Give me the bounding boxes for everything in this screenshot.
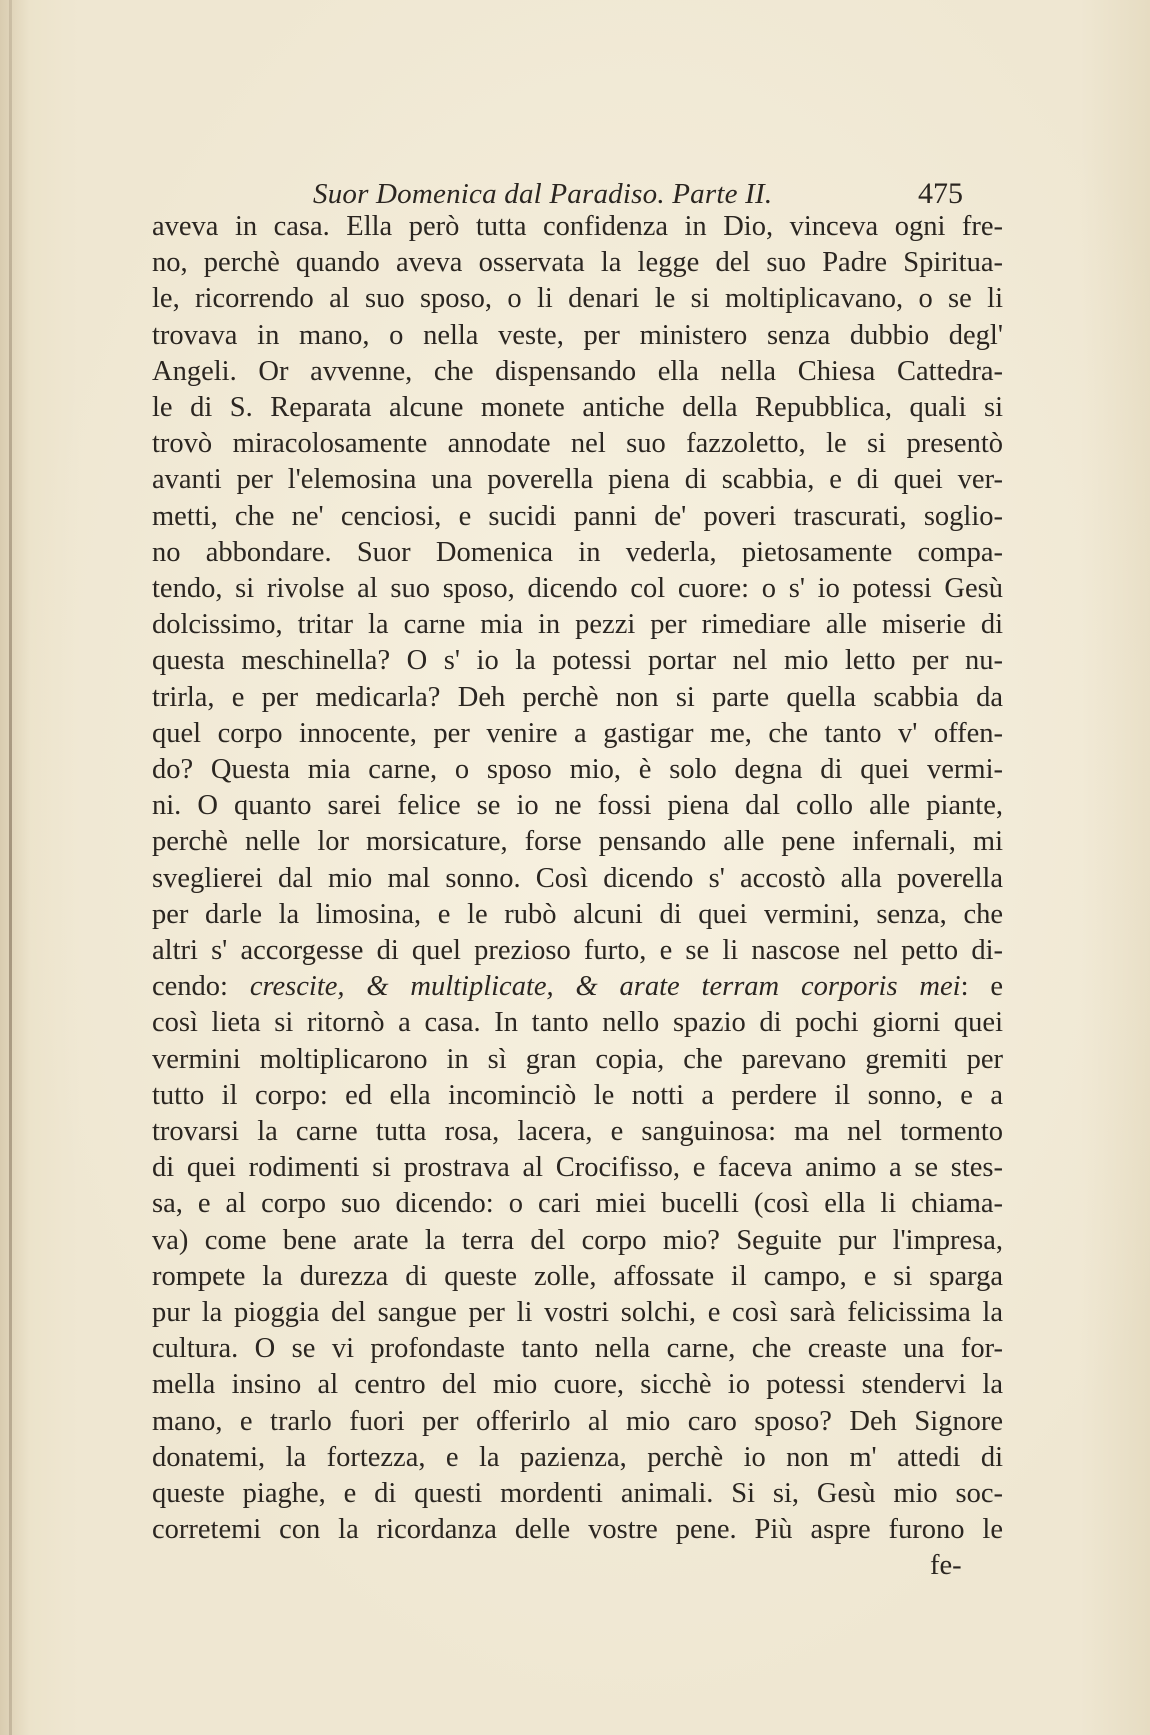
text-line: perchè nelle lor morsicature, forse pensando alle pene infernali, mi [152, 826, 1003, 858]
text-line: ni. O quanto sarei felice se io ne fossi piena dal collo alle piante, [152, 790, 1003, 822]
text-line: sa, e al corpo suo dicendo: o cari miei bucelli (così ella li chiama- [152, 1188, 1003, 1220]
text-line: pur la pioggia del sangue per li vostri solchi, e così sarà felicissima la [152, 1297, 1003, 1328]
text-line: quel corpo innocente, per venire a gastigar me, che tanto v' offen- [152, 717, 1003, 749]
text-line [152, 969, 1003, 1005]
text-line: no, perchè quando aveva osservata la legge del suo Padre Spiritua- [152, 247, 1003, 279]
text-segment: cendo: [152, 971, 250, 1003]
text-line: mella insino al centro del mio cuore, sicchè io potessi stendervi la [152, 1369, 1003, 1401]
text-line: do? Questa mia carne, o sposo mio, è solo degna di quei vermi- [152, 754, 1003, 785]
page-edge-shadow [9, 0, 12, 1735]
text-line: rompete la durezza di queste zolle, affossate il campo, e si sparga [152, 1260, 1003, 1292]
text-line: mano, e trarlo fuori per offerirlo al mio caro sposo? Deh Signore [152, 1405, 1003, 1437]
running-title: Suor Domenica dal Paradiso. Parte II. [313, 178, 773, 210]
text-line: così lieta si ritornò a casa. In tanto nello spazio di pochi giorni quei [152, 1007, 1003, 1039]
text-line: dolcissimo, tritar la carne mia in pezzi per rimediare alle miserie di [152, 609, 1003, 641]
text-line: trovava in mano, o nella veste, per ministero senza dubbio degl' [152, 319, 1003, 351]
text-line: avanti per l'elemosina una poverella piena di scabbia, e di quei ver- [152, 464, 1003, 496]
text-line: aveva in casa. Ella però tutta confidenza in Dio, vinceva ogni fre- [152, 211, 1003, 242]
text-line: le di S. Reparata alcune monete antiche della Repubblica, quali si [152, 392, 1003, 423]
text-line: sveglierei dal mio mal sonno. Così dicendo s' accostò alla poverella [152, 862, 1003, 894]
text-line: altri s' accorgesse di quel prezioso furto, e se li nascose nel petto di- [152, 935, 1003, 966]
page-number: 475 [918, 177, 963, 210]
catchword: fe- [930, 1550, 962, 1581]
text-line: tutto il corpo: ed ella incominciò le notti a perdere il sonno, e a [152, 1079, 1003, 1111]
text-line: metti, che ne' cenciosi, e sucidi panni de' poveri trascurati, soglio- [152, 500, 1003, 532]
text-line: va) come bene arate la terra del corpo mio? Seguite pur l'impresa, [152, 1224, 1003, 1256]
text-line: trovarsi la carne tutta rosa, lacera, e sanguinosa: ma nel tormento [152, 1116, 1003, 1147]
text-line: trirla, e per medicarla? Deh perchè non si parte quella scabbia da [152, 681, 1003, 713]
latin-quotation: crescite, & multiplicate, & arate terram corporis mei [249, 971, 961, 1003]
text-line: trovò miracolosamente annodate nel suo fazzoletto, le si presentò [152, 428, 1003, 460]
text-line: queste piaghe, e di questi mordenti animali. Si si, Gesù mio soc- [152, 1478, 1003, 1509]
text-line: vermini moltiplicarono in sì gran copia, che parevano gremiti per [152, 1043, 1003, 1075]
text-line: per darle la limosina, e le rubò alcuni di quei vermini, senza, che [152, 898, 1003, 930]
text-line: donatemi, la fortezza, e la pazienza, perchè io non m' attedi di [152, 1441, 1003, 1473]
text-line: no abbondare. Suor Domenica in vederla, pietosamente compa- [152, 536, 1003, 568]
text-line: Angeli. Or avvenne, che dispensando ella nella Chiesa Cattedra- [152, 355, 1003, 387]
text-line: di quei rodimenti si prostrava al Crocifisso, e faceva animo a se stes- [152, 1152, 1003, 1184]
text-line: tendo, si rivolse al suo sposo, dicendo col cuore: o s' io potessi Gesù [152, 573, 1003, 604]
text-line: corretemi con la ricordanza delle vostre pene. Più aspre furono le [152, 1514, 1003, 1546]
text-line: questa meschinella? O s' io la potessi portar nel mio letto per nu- [152, 645, 1003, 677]
text-line: le, ricorrendo al suo sposo, o li denari le si moltiplicavano, o se li [152, 283, 1003, 315]
text-segment: : e [960, 971, 1003, 1003]
text-line: cultura. O se vi profondaste tanto nella carne, che creaste una for- [152, 1333, 1003, 1365]
